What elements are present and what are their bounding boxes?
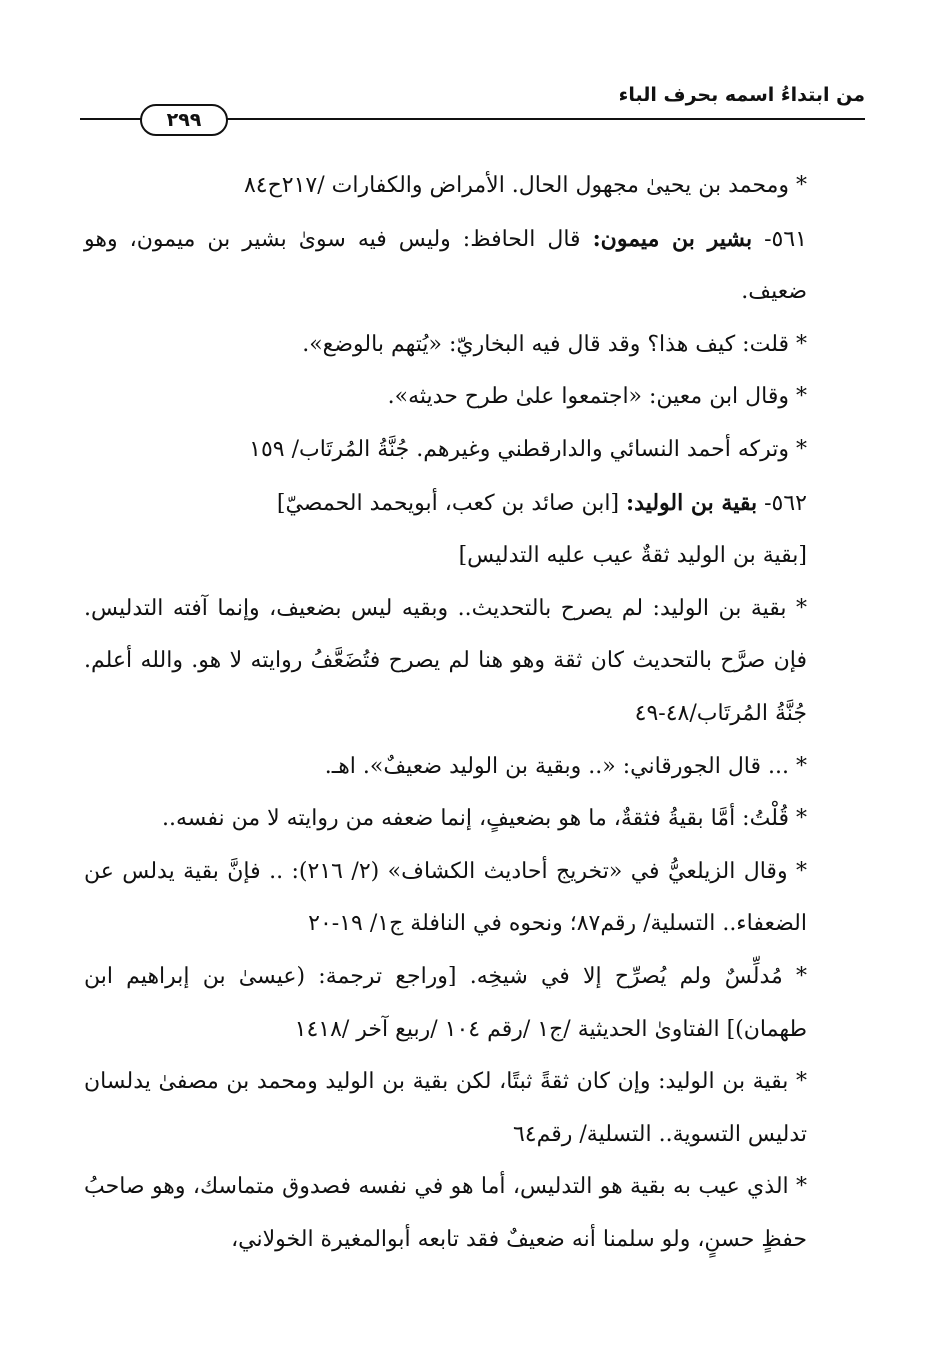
paragraph [84,793,861,846]
paragraph-text: * الذي عيب به بقية هو التدليس، أما هو في نفسه فصدوق متماسك، وهو صاحبُ حفظٍ حسنٍ، ولو سلمنا أنه ضعيفٌ فقد تابعه أبوالمغيرة الخولاني، [84,1174,807,1252]
entry-561 [84,213,861,319]
paragraph-text: * قُلْتُ: أمَّا بقيةُ فثقةٌ، ما هو بضعيفٍ، إنما ضعفه من روايته لا من نفسه.. [161,806,807,832]
entry-number: ٥٦٢- [757,490,807,516]
paragraph [84,583,861,741]
page-number: ٢٩٩ [140,104,228,136]
entry-562 [84,477,861,531]
narrator-name: بقية بن الوليد: [626,489,758,516]
paragraph-text: * قلت: كيف هذا؟ وقد قال فيه البخاريّ: «يُتهم بالوضع». [302,331,807,357]
paragraph-text: * بقية بن الوليد: لم يصرح بالتحديث.. وبقيه ليس بضعيف، وإنما آفته التدليس. فإن صرَّح بالتحديث كان ثقة وهو هنا لم يصرح فتُضَعَّفُ روايته لا هو. والله أعلم. جُنَّةُ المُرتَاب/٤٨-٤٩ [84,595,807,726]
paragraph-text: * مُدلِّسٌ ولم يُصرِّح إلا في شيخِه. [وراجع ترجمة: (عيسىٰ بن إبراهيم ابن طهمان)] الفتاوىٰ الحديثية /ج١ /رقم ١٠٤ /ربيع آخر /١٤١٨ [84,963,807,1042]
paragraph-text: [بقية بن الوليد ثقةٌ عيب عليه التدليس] [458,543,807,569]
entry-text: قال الحافظ: وليس فيه سوىٰ بشير بن ميمون، وهو ضعيف. [84,226,807,305]
paragraph [84,530,861,583]
paragraph [84,846,861,951]
paragraph-text: * ... قال الجورقاني: «.. وبقية بن الوليد ضعيفٌ». اهـ. [324,753,807,779]
narrator-name: بشير بن ميمون: [592,225,753,252]
paragraph [84,424,861,477]
paragraph [84,741,861,794]
page-header [80,80,865,140]
paragraph [84,1056,861,1161]
chapter-title: من ابتداءُ اسمه بحرف الباء [618,84,865,106]
entry-text: [ابن صائد بن كعب، أبويحمد الحمصيّ] [276,490,627,516]
paragraph-text: * وقال الزيلعيُّ في «تخريج أحاديث الكشاف» (٢/ ٢١٦): .. فإنَّ بقية يدلس عن الضعفاء.. التسلية/ رقم٨٧؛ ونحوه في النافلة ج١/ ١٩-٢٠ [84,858,808,937]
paragraph [84,1161,861,1266]
paragraph [84,371,861,424]
entry-number: ٥٦١- [752,226,807,252]
paragraph [84,160,861,213]
paragraph [84,951,861,1056]
paragraph-text: * ومحمد بن يحيىٰ مجهول الحال. الأمراض والكفارات /٢١٧ح٨٤ [243,173,807,198]
paragraph-text: * بقية بن الوليد: وإن كان ثقةً ثبتًا، لكن بقية بن الوليد ومحمد بن مصفىٰ يدلسان تدليس التسوية.. التسلية/ رقم٦٤ [84,1069,807,1147]
paragraph-text: * وتركه أحمد النسائي والدارقطني وغيرهم. جُنَّةُ المُرتَاب/ ١٥٩ [249,436,807,462]
paragraph [84,319,861,372]
paragraph-text: * وقال ابن معين: «اجتمعوا علىٰ طرح حديثه». [387,384,807,410]
body-text [84,160,861,1266]
